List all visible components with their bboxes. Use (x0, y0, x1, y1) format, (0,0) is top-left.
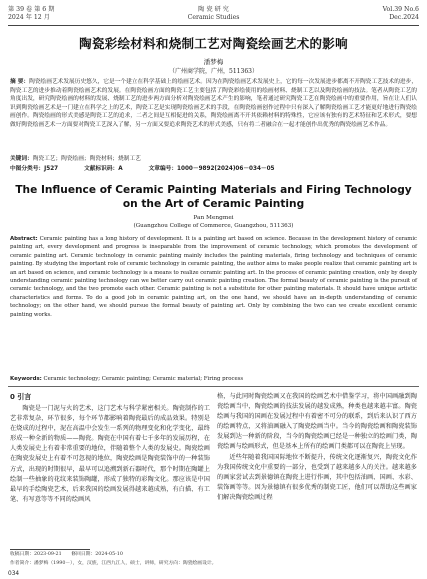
section-divider (8, 386, 419, 387)
affiliation-en: (Guangzhou College of Commerce, Guangzhou, 511363) (133, 223, 294, 229)
abstract-en-label: Abstract: (10, 236, 38, 242)
title-en-line-2: on the Art of Ceramic Painting (122, 198, 305, 210)
keywords-cn-text: 陶瓷工艺；陶瓷绘画；陶瓷材料；烧制工艺 (32, 156, 141, 162)
keywords-en-label: Keywords: (10, 376, 42, 382)
issue-date-en: Dec.2024 (389, 14, 419, 21)
author-name-en: Pan Mengmei (193, 215, 234, 221)
body-paragraph-continued: 格，与此同时陶瓷绘画又在我国的绘画艺术中借鉴学习，将中国画融到陶瓷绘画当中，陶瓷绘画的技法发展的越发成熟，种类也越来越丰富。陶瓷绘画与我国的国画在发展过程中有着密不可分的联系，到后来认识了西方的绘画特点，又将油画融入了陶瓷绘画当中。当今的陶瓷绘画和陶瓷装饰发展到达一种新的阶段，当今的陶瓷绘画已经是一种独立的绘画门类，陶瓷绘画与绘画形式，但是基本上所有的绘画门类都可以在陶瓷上呈现。 (217, 393, 417, 451)
affiliation-cn: （广州商学院，广州，511363） (169, 68, 258, 75)
issue-date: 2024 年 12 月 (8, 14, 50, 21)
article-title-en (0, 183, 427, 211)
volume-issue-en: Vol.39 No.6 (382, 6, 419, 13)
article-title-cn: 陶瓷彩绘材料和烧制工艺对陶瓷绘画艺术的影响 (79, 36, 348, 51)
section-heading-introduction: 0 引言 (10, 393, 32, 401)
keywords-cn (10, 155, 417, 164)
volume-issue: 第 39 卷 第 6 期 (8, 6, 55, 13)
abstract-cn-label: 摘 要： (10, 79, 30, 85)
body-column-right (217, 392, 417, 503)
article-number: 文章编号：1000－9892(2024)06－034－05 (148, 166, 275, 172)
journal-name (0, 6, 427, 22)
keywords-cn-label: 关键词： (10, 156, 33, 162)
author-name-cn: 潘梦梅 (203, 58, 224, 66)
page-number: 034 (8, 571, 20, 577)
abstract-en-text: Ceramic painting has a long history of development. It is a painting art based on science. Because in the development history of ceramic painting art, every development and progress is inseparable from the improvement of ceramic technology, which promotes the development of ceramic painting art. Ceramic technology in ceramic painting mainly includes the painting materials, firing technology and techniques of ceramic painting. By studying the important role of ceramic technology in ceramic painting, the author aims to make people realize that ceramic painting art is an art based on science, and ceramic technology is a means to realize ceramic painting art. In the process of ceramic painting creation, only by deeply understanding ceramic painting technology can we better carry out ceramic painting creation. The formal beauty of ceramic painting is the pursuit of ceramic technology, and the two promote each other. Ceramic painting is not a substitute for other painting materials. It should have unique artistic characteristics and forms. To do a good job in ceramic painting art, on the one hand, we should have an in-depth understanding of ceramic technology; on the other hand, we should pursue the formal beauty of painting art. Only by combining the two can we create excellent ceramic painting works. (10, 236, 417, 318)
abstract-cn-text: 陶瓷绘画艺术发展历史悠久，它是一个建立在科学基础上的绘画艺术。因为在陶瓷绘画艺术发展史上，它的每一次发展进步都离不开陶瓷工艺技术的进步，陶瓷工艺的进步推动着陶瓷绘画艺术的发展。在陶瓷绘画方面的陶瓷工艺主要包括了陶瓷彩绘使用的绘画材料、烧制工艺以及陶瓷绘画的技法。笔者从陶瓷工艺的角度出发，研究陶瓷绘画的材料的发展、烧制工艺的进步两方面分析对陶瓷绘画艺术产生的影响，笔者通过研究陶瓷工艺在陶瓷绘画中的重要作用，旨在让人们认识到陶瓷绘画艺术是一门建立在科学之上的艺术，陶瓷工艺是实现陶瓷绘画艺术的手段，在陶瓷绘画创作过程中只有深入了解陶瓷绘画工艺才能更好地进行陶瓷绘画创作。陶瓷绘画的形式美感是陶瓷工艺的追求，二者之间是互相促进的关系，陶瓷绘画离不开其依赖材料的特殊性，它应该有独有的艺术特征和艺术形式，要想做好陶瓷绘画艺术一方面要对陶瓷工艺深入了解，另一方面又要追求陶瓷艺术的形式美感，只有将二者融合在一起才能创作出优秀的陶瓷绘画艺术作品。 (10, 79, 418, 128)
document-code: 文献标识码：A (84, 166, 123, 172)
keywords-en-text: Ceramic technology; Ceramic painting; Ceramic material; Firing process (41, 376, 244, 382)
footnote-author-bio: 作者简介：潘梦梅（1990－），女，汉族，江西九江人，硕士，讲师，研究方向：陶瓷绘画设计。 (10, 561, 217, 566)
classification-row (10, 165, 417, 173)
footnote-divider (10, 549, 90, 550)
body-column-left (10, 392, 210, 505)
header-divider (8, 25, 419, 26)
journal-volume-info-en (383, 6, 419, 22)
journal-name-cn: 陶 瓷 研 究 (198, 6, 229, 13)
body-paragraph: 近些年随着我国国际地位不断提升，传统文化逐渐复兴，陶瓷文化作为我国传统文化中重要的一部分，也受到了越来越多人的关注。越来越多的画家尝试去到景德镇在陶瓷上进行作画，其中包括油画、国画、水彩、装饰画等等。因为景德镇有很多优秀的制瓷工匠，他们可以帮助这些画家们解决陶瓷绘画过程 (217, 453, 417, 501)
abstract-cn (10, 78, 417, 130)
clc-number: 中图分类号：J527 (10, 166, 59, 172)
journal-name-en: Ceramic Studies (187, 14, 240, 21)
body-paragraph: 陶瓷是一门泥与火的艺术，这门艺术与科学紧密相关。陶瓷制作的工艺非常复杂，环节很多，每个环节都影响着陶瓷最后的成品效果。特别是在烧成的过程中，泥在高温中会发生一系列的物理变化和化学变化，最终形成一种全新的物质——陶瓷。陶瓷在中国有着七千多年的发展历程，在人类发展史上有着非常重要的地位，伴随着整个人类的发展史。陶瓷绘画在陶瓷发展史上有着不可忽视的地位，陶瓷绘画是陶瓷装饰中的一种装饰方式，出现的时期很早，最早可以追溯到新石器时代，那个时期在陶罐上绘制一些抽象的花纹来装饰陶罐，形成了独特的彩陶文化。那应该是中国最早的手绘陶瓷艺术，后来我国的绘画发展得越来越成熟，有白描、有工笔、有写意等等不同的绘画风 (10, 405, 210, 503)
keywords-en (10, 375, 417, 383)
abstract-en (10, 235, 417, 319)
title-en-line-1: The Influence of Ceramic Painting Materials and Firing Technology (15, 184, 412, 196)
footnote-dates: 收稿日期：2023-09-21 修回日期：2024-05-10 (10, 552, 123, 557)
